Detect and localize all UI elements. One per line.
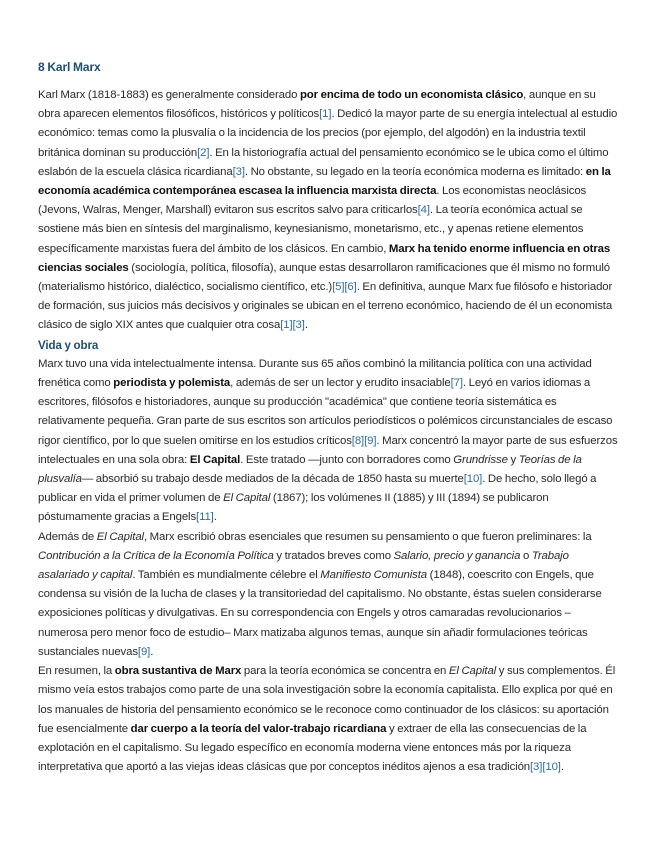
text: . No obstante, su legado en la teoría económica moderna es limitado: xyxy=(244,165,586,178)
text: . La teoría económica actual se sostiene más bien en síntesis del marginalismo, keynesianismo, monetarismo, etc., y apenas retiene elementos específicamente marxistas fuera del ámbito de los clásicos. En cambio, xyxy=(38,204,584,255)
citation-link[interactable]: [5] xyxy=(332,281,345,294)
citation-link[interactable]: [1] xyxy=(319,108,332,121)
text: — absorbió su trabajo desde mediados de la década de 1850 hasta su muerte xyxy=(81,473,464,486)
text: (1848), coescrito con Engels, que condensa su visión de la lucha de clases y la transitoriedad del capitalismo. No obstante, éstas suelen considerarse exposiciones políticas y divulgativas. En su correspondencia con Engels y otros camaradas revolucionarios –numerosa pero menor foco de estudio– Marx matizaba algunos temas, aunque sin añadir formulaciones teóricas sustanciales nuevas xyxy=(38,569,602,658)
italic-text: Salario, precio y ganancia xyxy=(393,549,521,562)
citation-link[interactable]: [7] xyxy=(450,377,463,390)
text: . De hecho, solo llegó a publicar en vida el primer volumen de xyxy=(38,473,597,505)
italic-text: Trabajo asalariado y capital xyxy=(38,549,569,582)
bold-text: en la economía académica contemporánea escasea la influencia marxista directa xyxy=(38,165,611,198)
article-body xyxy=(38,58,618,777)
paragraph-works xyxy=(38,528,618,662)
bold-text: obra sustantiva de Marx xyxy=(114,665,242,678)
citation-link[interactable]: [3] xyxy=(232,165,245,178)
bold-text: periodista y polemista xyxy=(113,377,231,390)
italic-text: El Capital xyxy=(96,530,144,543)
text: (sociología, política, filosofía), aunque estas desarrollaron ramificaciones que él mismo no formuló (materialismo histórico, dialéctico, socialismo científico, etc.) xyxy=(38,261,611,294)
text: . También es mundialmente célebre el xyxy=(132,569,321,582)
bold-text: por encima de todo un economista clásico xyxy=(299,89,524,101)
text: para la teoría económica se concentra en xyxy=(241,665,449,678)
citation-link[interactable]: [10] xyxy=(542,761,561,774)
text: . Marx concentró la mayor parte de sus esfuerzos intelectuales en una sola obra: xyxy=(38,434,618,466)
text: y xyxy=(507,453,519,466)
text: . xyxy=(304,319,308,332)
text: Marx tuvo una vida intelectualmente intensa. Durante sus 65 años combinó la militancia política con una actividad frenética como xyxy=(38,357,592,390)
text: . xyxy=(150,645,154,658)
text: En resumen, la xyxy=(38,665,115,678)
text: Karl Marx (1818-1883) es generalmente considerado xyxy=(38,89,300,101)
text: y tratados breves como xyxy=(273,549,394,562)
text: . xyxy=(213,511,217,524)
bold-text: Marx ha tenido enorme influencia en otras ciencias sociales xyxy=(38,242,611,274)
citation-link[interactable]: [6] xyxy=(344,281,357,294)
citation-link[interactable]: [10] xyxy=(463,473,483,486)
text: , además de ser un lector y erudito insaciable xyxy=(230,377,451,390)
subsection-heading: Vida y obra xyxy=(38,338,99,352)
section-heading: 8 Karl Marx xyxy=(38,60,101,74)
citation-link[interactable]: [4] xyxy=(417,204,430,217)
italic-text: Teorías de la plusvalía xyxy=(38,453,582,486)
text: . En la historiografía actual del pensamiento económico se le ubica como el último eslabón de la escuela clásica ricardiana xyxy=(38,146,609,178)
text: . Los economistas neoclásicos (Jevons, Walras, Menger, Marshall) evitaron sus escritos salvo para criticarlos xyxy=(38,185,587,217)
text: y sus complementos. Él mismo veía estos trabajos como parte de una sola investigación sobre la economía capitalista. Ello explica por qué en los manuales de historia del pensamiento económico se le reconoce como continuador de los clásicos: su aportación fue esencialmente xyxy=(38,665,616,735)
italic-text: Grundrisse xyxy=(453,453,508,466)
italic-text: Manifiesto Comunista xyxy=(320,569,428,582)
citation-link[interactable]: [3] xyxy=(292,319,305,332)
citation-link[interactable]: [8] xyxy=(351,434,365,447)
italic-text: El Capital xyxy=(223,492,271,505)
paragraph-life xyxy=(38,355,618,528)
citation-link[interactable]: [11] xyxy=(196,511,214,524)
citation-link[interactable]: [9] xyxy=(364,434,377,447)
text: (1867); los volúmenes II (1885) y III (1894) se publicaron póstumamente gracias a Engels xyxy=(38,492,549,524)
text: . En definitiva, aunque Marx fue filósofo e historiador de formación, sus juicios más decisivos y originales se ubican en el terreno económico, haciendo de él un economista clásico de siglo XIX antes que cualquier otra cosa xyxy=(38,281,613,332)
text: y extraer de ella las consecuencias de la explotación en el capitalismo. Su legado específico en economía moderna viene entonces más por la riqueza interpretativa que aportó a las viejas ideas clásicas que por conceptos inéditos ajenos a esa tradición xyxy=(38,722,587,774)
citation-link[interactable]: [1] xyxy=(280,319,293,332)
bold-text: El Capital xyxy=(189,453,241,466)
text: , aunque en su obra aparecen elementos filosóficos, históricos y políticos xyxy=(38,89,596,121)
italic-text: Contribución a la Crítica de la Economía Política xyxy=(38,549,274,562)
text: o xyxy=(520,549,532,562)
text: . Este tratado —junto con borradores como xyxy=(240,453,454,466)
citation-link[interactable]: [2] xyxy=(197,146,210,159)
text: , Marx escribió obras esenciales que resumen su pensamiento o que fueron preliminares: la xyxy=(143,530,592,543)
text: Además de xyxy=(38,530,97,543)
text: . Leyó en varios idiomas a escritores, filósofos e historiadores, aunque su producción "académica" que contiene teoría sistemática es relativamente pequeña. Gran parte de sus escritos son artículos periodísticos o polémicos circunstanciales de escaso rigor científico, por lo que suelen omitirse en los estudios críticos xyxy=(38,377,613,447)
citation-link[interactable]: [3] xyxy=(530,761,543,774)
italic-text: El Capital xyxy=(448,665,497,678)
text: . xyxy=(560,761,564,774)
paragraph-intro xyxy=(38,86,618,336)
paragraph-summary xyxy=(38,662,618,777)
text: . Dedicó la mayor parte de su energía intelectual al estudio económico: temas como la plusvalía o la incidencia de los precios (por ejemplo, del algodón) en la industria textil británica dominan su producción xyxy=(38,108,618,159)
bold-text: dar cuerpo a la teoría del valor-trabajo ricardiana xyxy=(130,722,387,735)
citation-link[interactable]: [9] xyxy=(137,645,151,658)
